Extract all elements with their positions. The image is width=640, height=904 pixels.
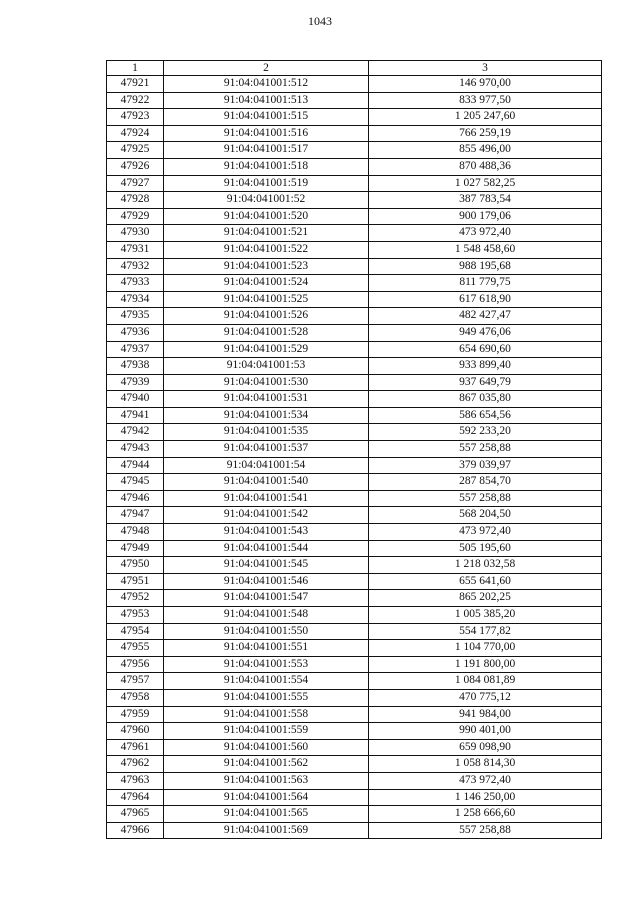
cadastral-number-cell: 91:04:041001:531 [164,391,369,408]
row-number-cell: 47954 [107,623,164,640]
value-cell: 867 035,80 [369,391,602,408]
cadastral-number-cell: 91:04:041001:545 [164,557,369,574]
table-row [107,557,602,574]
row-number-cell: 47930 [107,225,164,242]
row-number-cell: 47926 [107,158,164,175]
value-cell: 505 195,60 [369,540,602,557]
value-cell: 933 899,40 [369,358,602,375]
value-cell: 557 258,88 [369,490,602,507]
row-number-cell: 47945 [107,474,164,491]
cadastral-number-cell: 91:04:041001:569 [164,822,369,839]
table-row [107,590,602,607]
row-number-cell: 47959 [107,706,164,723]
row-number-cell: 47948 [107,524,164,541]
cadastral-number-cell: 91:04:041001:535 [164,424,369,441]
row-number-cell: 47962 [107,756,164,773]
value-cell: 592 233,20 [369,424,602,441]
value-cell: 586 654,56 [369,407,602,424]
value-cell: 655 641,60 [369,573,602,590]
row-number-cell: 47946 [107,490,164,507]
table-row [107,341,602,358]
cadastral-number-cell: 91:04:041001:525 [164,291,369,308]
cadastral-number-cell: 91:04:041001:520 [164,208,369,225]
table-row [107,607,602,624]
value-cell: 1 205 247,60 [369,109,602,126]
cadastral-number-cell: 91:04:041001:54 [164,457,369,474]
table-row [107,109,602,126]
table-row [107,374,602,391]
value-cell: 1 218 032,58 [369,557,602,574]
cadastral-number-cell: 91:04:041001:52 [164,192,369,209]
row-number-cell: 47952 [107,590,164,607]
value-cell: 387 783,54 [369,192,602,209]
table-row [107,524,602,541]
table-row [107,441,602,458]
column-header-1: 1 [107,61,164,76]
cadastral-number-cell: 91:04:041001:524 [164,275,369,292]
cadastral-number-cell: 91:04:041001:550 [164,623,369,640]
column-header-3: 3 [369,61,602,76]
table-row [107,208,602,225]
value-cell: 870 488,36 [369,158,602,175]
value-cell: 470 775,12 [369,689,602,706]
table-row [107,739,602,756]
value-cell: 1 191 800,00 [369,656,602,673]
cadastral-number-cell: 91:04:041001:53 [164,358,369,375]
table-row [107,573,602,590]
table-row [107,241,602,258]
table-row [107,225,602,242]
value-cell: 557 258,88 [369,441,602,458]
cadastral-number-cell: 91:04:041001:555 [164,689,369,706]
row-number-cell: 47929 [107,208,164,225]
value-cell: 865 202,25 [369,590,602,607]
cadastral-number-cell: 91:04:041001:542 [164,507,369,524]
row-number-cell: 47934 [107,291,164,308]
table-row [107,92,602,109]
row-number-cell: 47961 [107,739,164,756]
row-number-cell: 47935 [107,308,164,325]
value-cell: 949 476,06 [369,324,602,341]
row-number-cell: 47924 [107,125,164,142]
value-cell: 1 258 666,60 [369,806,602,823]
value-cell: 1 058 814,30 [369,756,602,773]
cadastral-number-cell: 91:04:041001:553 [164,656,369,673]
row-number-cell: 47956 [107,656,164,673]
row-number-cell: 47958 [107,689,164,706]
row-number-cell: 47923 [107,109,164,126]
cadastral-number-cell: 91:04:041001:518 [164,158,369,175]
table-row [107,424,602,441]
table-row [107,640,602,657]
cadastral-number-cell: 91:04:041001:530 [164,374,369,391]
value-cell: 654 690,60 [369,341,602,358]
cadastral-number-cell: 91:04:041001:512 [164,76,369,93]
table-row [107,358,602,375]
cadastral-number-cell: 91:04:041001:515 [164,109,369,126]
row-number-cell: 47950 [107,557,164,574]
value-cell: 473 972,40 [369,225,602,242]
cadastral-number-cell: 91:04:041001:537 [164,441,369,458]
table-row [107,175,602,192]
table-row [107,822,602,839]
value-cell: 900 179,06 [369,208,602,225]
cadastral-number-cell: 91:04:041001:562 [164,756,369,773]
value-cell: 379 039,97 [369,457,602,474]
table-row [107,656,602,673]
value-cell: 855 496,00 [369,142,602,159]
cadastral-number-cell: 91:04:041001:516 [164,125,369,142]
value-cell: 473 972,40 [369,772,602,789]
table-row [107,490,602,507]
table-row [107,291,602,308]
value-cell: 988 195,68 [369,258,602,275]
table-body [107,76,602,839]
value-cell: 659 098,90 [369,739,602,756]
value-cell: 557 258,88 [369,822,602,839]
cadastral-number-cell: 91:04:041001:529 [164,341,369,358]
row-number-cell: 47964 [107,789,164,806]
value-cell: 617 618,90 [369,291,602,308]
table-row [107,457,602,474]
cadastral-number-cell: 91:04:041001:523 [164,258,369,275]
table-row [107,689,602,706]
row-number-cell: 47957 [107,673,164,690]
row-number-cell: 47928 [107,192,164,209]
row-number-cell: 47937 [107,341,164,358]
table-row [107,789,602,806]
row-number-cell: 47922 [107,92,164,109]
row-number-cell: 47963 [107,772,164,789]
value-cell: 766 259,19 [369,125,602,142]
value-cell: 937 649,79 [369,374,602,391]
cadastral-number-cell: 91:04:041001:517 [164,142,369,159]
column-header-2: 2 [164,61,369,76]
cadastral-number-cell: 91:04:041001:543 [164,524,369,541]
row-number-cell: 47932 [107,258,164,275]
cadastral-number-cell: 91:04:041001:522 [164,241,369,258]
table-row [107,275,602,292]
table-row [107,308,602,325]
table-row [107,158,602,175]
table-row [107,806,602,823]
value-cell: 146 970,00 [369,76,602,93]
table-row [107,723,602,740]
row-number-cell: 47955 [107,640,164,657]
value-cell: 1 005 385,20 [369,607,602,624]
table-row [107,706,602,723]
table-row [107,125,602,142]
value-cell: 941 984,00 [369,706,602,723]
table-row [107,391,602,408]
value-cell: 568 204,50 [369,507,602,524]
row-number-cell: 47925 [107,142,164,159]
cadastral-number-cell: 91:04:041001:534 [164,407,369,424]
table-row [107,142,602,159]
table-row [107,673,602,690]
value-cell: 811 779,75 [369,275,602,292]
cadastral-number-cell: 91:04:041001:541 [164,490,369,507]
cadastral-number-cell: 91:04:041001:558 [164,706,369,723]
value-cell: 1 146 250,00 [369,789,602,806]
value-cell: 554 177,82 [369,623,602,640]
row-number-cell: 47933 [107,275,164,292]
cadastral-number-cell: 91:04:041001:544 [164,540,369,557]
value-cell: 1 027 582,25 [369,175,602,192]
value-cell: 473 972,40 [369,524,602,541]
row-number-cell: 47951 [107,573,164,590]
value-cell: 833 977,50 [369,92,602,109]
registry-table [106,60,602,839]
row-number-cell: 47943 [107,441,164,458]
table-row [107,474,602,491]
row-number-cell: 47944 [107,457,164,474]
value-cell: 1 104 770,00 [369,640,602,657]
row-number-cell: 47960 [107,723,164,740]
cadastral-number-cell: 91:04:041001:551 [164,640,369,657]
cadastral-number-cell: 91:04:041001:547 [164,590,369,607]
cadastral-number-cell: 91:04:041001:554 [164,673,369,690]
table-row [107,540,602,557]
value-cell: 287 854,70 [369,474,602,491]
row-number-cell: 47931 [107,241,164,258]
table-row [107,258,602,275]
cadastral-number-cell: 91:04:041001:513 [164,92,369,109]
cadastral-number-cell: 91:04:041001:540 [164,474,369,491]
table-row [107,192,602,209]
table-row [107,76,602,93]
row-number-cell: 47938 [107,358,164,375]
cadastral-number-cell: 91:04:041001:526 [164,308,369,325]
row-number-cell: 47966 [107,822,164,839]
table-row [107,756,602,773]
row-number-cell: 47936 [107,324,164,341]
row-number-cell: 47927 [107,175,164,192]
row-number-cell: 47942 [107,424,164,441]
cadastral-number-cell: 91:04:041001:548 [164,607,369,624]
table-row [107,623,602,640]
table-row [107,772,602,789]
table-row [107,407,602,424]
cadastral-number-cell: 91:04:041001:528 [164,324,369,341]
row-number-cell: 47947 [107,507,164,524]
cadastral-number-cell: 91:04:041001:565 [164,806,369,823]
row-number-cell: 47953 [107,607,164,624]
cadastral-number-cell: 91:04:041001:521 [164,225,369,242]
cadastral-number-cell: 91:04:041001:546 [164,573,369,590]
row-number-cell: 47939 [107,374,164,391]
row-number-cell: 47940 [107,391,164,408]
table-row [107,507,602,524]
row-number-cell: 47949 [107,540,164,557]
value-cell: 1 084 081,89 [369,673,602,690]
cadastral-number-cell: 91:04:041001:559 [164,723,369,740]
cadastral-number-cell: 91:04:041001:519 [164,175,369,192]
row-number-cell: 47965 [107,806,164,823]
row-number-cell: 47941 [107,407,164,424]
cadastral-number-cell: 91:04:041001:564 [164,789,369,806]
row-number-cell: 47921 [107,76,164,93]
table-header-row [107,61,602,76]
page-number: 1043 [308,14,332,28]
value-cell: 482 427,47 [369,308,602,325]
cadastral-number-cell: 91:04:041001:560 [164,739,369,756]
value-cell: 1 548 458,60 [369,241,602,258]
cadastral-number-cell: 91:04:041001:563 [164,772,369,789]
table-row [107,324,602,341]
value-cell: 990 401,00 [369,723,602,740]
